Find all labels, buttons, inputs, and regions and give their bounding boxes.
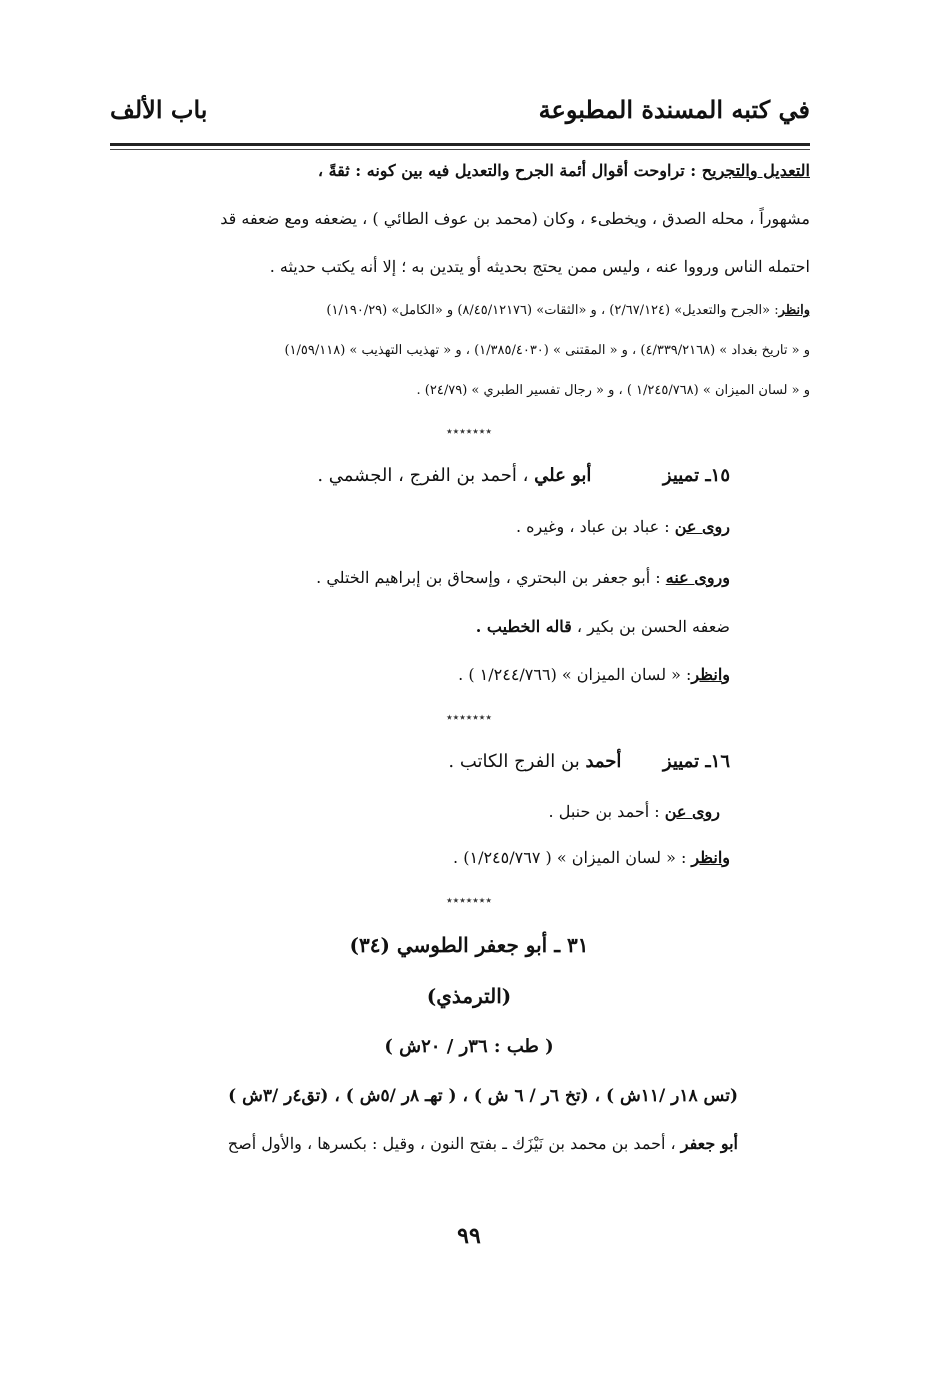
references-label: وانظر [778,303,810,318]
entry-16-narrated-from [549,802,720,821]
entry-16-heading [0,751,730,772]
entry-15-narrated-by [316,568,730,587]
references-text-1: : «الجرح والتعديل» (٢/٦٧/١٢٤) ، و «الثقات» (٨/٤٥/١٢١٧٦) و «الكامل» (١/١٩٠/٢٩) [326,303,779,318]
entry-16-name: أحمد [585,751,622,772]
references-text: : « لسان الميزان » (١/٢٤٤/٧٦٦ ) . [458,665,692,684]
evaluation-line-3: احتمله الناس ورووا عنه ، وليس ممن يحتج بحديثه أو يتدين به ؛ إلا أنه يكتب حديثه . [269,257,810,276]
references-line-2: و « تاريخ بغداد » (٤/٣٣٩/٢١٦٨) ، و « المقتنى » (١/٣٨٥/٤٠٣٠) ، و « تهذيب التهذيب » (١/٥٩/١١٨) [284,343,810,358]
entry-15-references [458,665,730,684]
page-number: ٩٩ [457,1223,481,1249]
narrated-by-label: وروى عنه [665,568,730,587]
narrated-by-text: : أبو جعفر بن البحتري ، وإسحاق بن إبراهيم الختلي . [316,568,666,587]
narrated-from-text: : أحمد بن حنبل . [548,802,665,821]
weakness-source: قاله الخطيب . [475,617,572,636]
entry-15-heading [0,465,730,486]
entry-15-weakness [476,617,730,636]
evaluation-line-2: مشهوراً ، محله الصدق ، ويخطىء ، وكان (محمد بن عوف الطائي ) ، يضعفه ومع ضعفه قد [220,209,810,228]
entry-31-intro [110,1133,738,1155]
references-line-1 [110,300,810,322]
references-label: وانظر [691,848,730,867]
separator-3: ٭٭٭٭٭٭٭ [446,893,492,907]
entry-16-number: ١٦ـ تمييز [662,751,730,772]
narrated-from-label: روى عن [674,517,730,536]
entry-31-intro-text: ، أحمد بن محمد بن نَيْزَك ـ بفتح النون ، وقيل : بكسرها ، والأول أصح [227,1134,681,1153]
evaluation-line-1 [110,160,810,182]
entry-15-name-rest: ، أحمد بن الفرج ، الجشمي . [317,465,535,486]
narrated-from-label: روى عن [664,802,720,821]
running-header-title: في كتبه المسندة المطبوعة [538,95,810,124]
entry-31-kunya: أبو جعفر [680,1134,738,1153]
references-line-3: و « لسان الميزان » (١/٢٤٥/٧٦٨ ) ، و « رجال تفسير الطبري » (٢٤/٧٩) . [416,383,810,398]
evaluation-text-1: : تراوحت أقوال أئمة الجرح والتعديل فيه بين كونه : ثقةً ، [317,161,702,180]
header-rule-thin [110,149,810,150]
entry-31-title: ٣١ ـ أبو جعفر الطوسي (٣٤) [349,933,589,957]
entry-31-subtitle: (الترمذي) [426,984,512,1008]
separator-2: ٭٭٭٭٭٭٭ [446,710,492,724]
header-rule-thick [110,143,810,146]
entry-15-name: أبو علي [534,465,592,486]
references-text: : « لسان الميزان » ( ١/٢٤٥/٧٦٧) . [453,848,692,867]
running-header-chapter: باب الألف [110,95,208,124]
evaluation-label: التعديل والتجريح [701,161,810,180]
weakness-text: ضعفه الحسن بن بكير ، [571,617,730,636]
separator-1: ٭٭٭٭٭٭٭ [446,424,492,438]
entry-31-detail-counts: (تس ١٨ر /١١ش ) ، (تخ ٦ر / ٦ ش ) ، ( تهـ ٨ر /٥ش ) ، (تق٤ر /٣ش ) [228,1086,738,1106]
references-label: وانظر [691,665,730,684]
entry-15-number: ١٥ـ تمييز [662,465,730,486]
entry-16-name-rest: بن الفرج الكاتب . [448,751,586,772]
entry-16-references [453,848,730,867]
entry-15-narrated-from [516,517,730,536]
entry-31-counts: ( طب : ٣٦ر / ٢٠ش ) [384,1036,554,1057]
narrated-from-text: : عباد بن عباد ، وغيره . [515,517,675,536]
